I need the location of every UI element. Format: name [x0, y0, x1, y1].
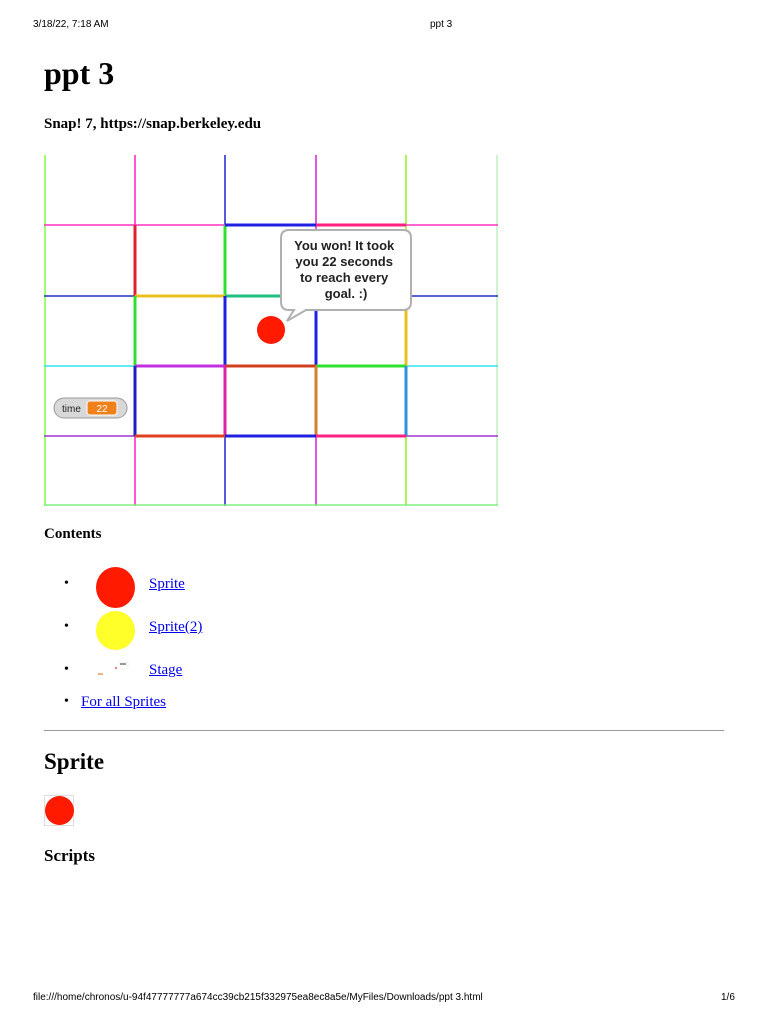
toc-link-all-sprites[interactable]: For all Sprites [81, 694, 166, 710]
bubble-line-2: you 22 seconds [295, 254, 393, 269]
watcher-value: 22 [96, 404, 108, 415]
bubble-line-4: goal. :) [324, 286, 368, 301]
toc-link-stage[interactable]: Stage [149, 662, 183, 678]
section-title: Sprite [44, 749, 105, 774]
toc-link-sprite[interactable]: Sprite [149, 576, 185, 592]
page-title: ppt 3 [44, 55, 115, 91]
sprite-ball [257, 316, 285, 344]
toc-link-sprite2[interactable]: Sprite(2) [149, 619, 203, 635]
sprite-thumbnail [96, 567, 135, 608]
sprite-costume-image [44, 795, 74, 826]
stage-image [44, 155, 498, 506]
section-divider [44, 730, 724, 731]
print-url: file:///home/chronos/u-94f47777777a674cc39cb215f332975ea8ec8a5e/MyFiles/Downloads/ppt 3.html [33, 992, 483, 1003]
scripts-heading: Scripts [44, 846, 95, 865]
speech-bubble [281, 230, 411, 321]
page-subtitle: Snap! 7, https://snap.berkeley.edu [44, 116, 262, 132]
stage-canvas [44, 155, 498, 506]
variable-watcher [54, 398, 127, 418]
watcher-name: time [62, 404, 81, 415]
bubble-line-3: to reach every [300, 270, 389, 285]
bullet: • [64, 662, 69, 677]
contents-heading: Contents [44, 526, 102, 542]
print-date: 3/18/22, 7:18 AM [33, 19, 109, 30]
bullet: • [64, 576, 69, 591]
print-page-number: 1/6 [721, 992, 735, 1003]
bullet: • [64, 619, 69, 634]
bullet: • [64, 694, 69, 709]
print-title: ppt 3 [430, 19, 453, 30]
stage-thumbnail [96, 660, 130, 676]
bubble-line-1: You won! It took [294, 238, 395, 253]
sprite2-thumbnail [96, 611, 135, 650]
